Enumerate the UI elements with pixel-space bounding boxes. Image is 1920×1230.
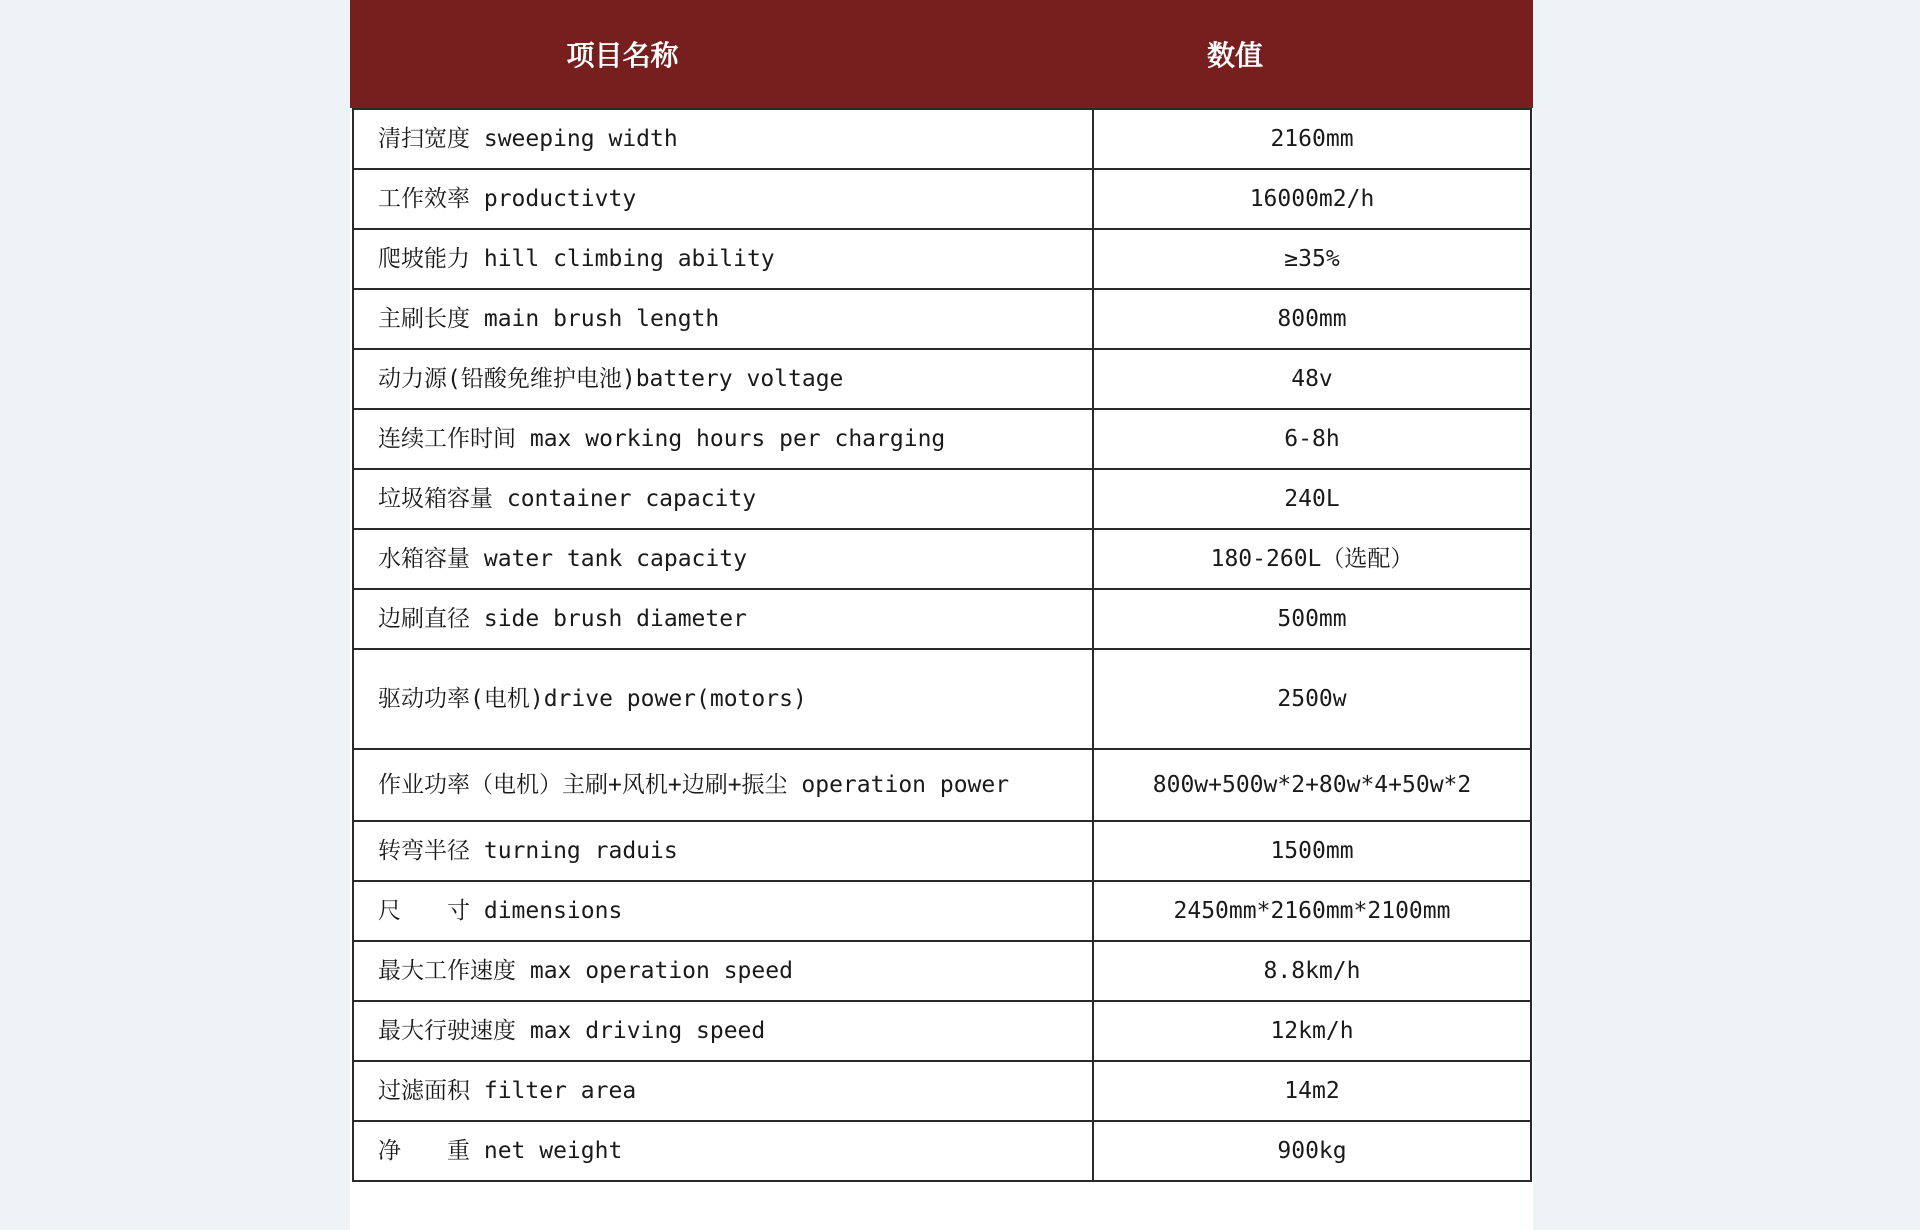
row-value: 6-8h	[1093, 409, 1531, 469]
row-value: 240L	[1093, 469, 1531, 529]
row-value: 180-260L（选配）	[1093, 529, 1531, 589]
table-row	[353, 409, 1531, 469]
table-header	[350, 0, 1533, 108]
row-name: 过滤面积 filter area	[353, 1061, 1093, 1121]
row-value: 800w+500w*2+80w*4+50w*2	[1093, 749, 1531, 821]
table-row	[353, 529, 1531, 589]
table-row	[353, 169, 1531, 229]
row-name: 工作效率 productivty	[353, 169, 1093, 229]
table-row	[353, 881, 1531, 941]
row-value: 12km/h	[1093, 1001, 1531, 1061]
row-value: ≥35%	[1093, 229, 1531, 289]
row-value: 16000m2/h	[1093, 169, 1531, 229]
table-row	[353, 349, 1531, 409]
row-name: 水箱容量 water tank capacity	[353, 529, 1093, 589]
row-value: 800mm	[1093, 289, 1531, 349]
row-name: 最大工作速度 max operation speed	[353, 941, 1093, 1001]
row-value: 2160mm	[1093, 109, 1531, 169]
row-name: 清扫宽度 sweeping width	[353, 109, 1093, 169]
row-name: 作业功率（电机）主刷+风机+边刷+振尘 operation power	[353, 749, 1093, 821]
row-value: 1500mm	[1093, 821, 1531, 881]
row-value: 500mm	[1093, 589, 1531, 649]
table-row	[353, 229, 1531, 289]
row-value: 8.8km/h	[1093, 941, 1531, 1001]
row-name: 转弯半径 turning raduis	[353, 821, 1093, 881]
row-name: 驱动功率(电机)drive power(motors)	[353, 649, 1093, 749]
row-value: 2450mm*2160mm*2100mm	[1093, 881, 1531, 941]
table-row	[353, 109, 1531, 169]
table-row	[353, 941, 1531, 1001]
row-value: 2500w	[1093, 649, 1531, 749]
table-row	[353, 1001, 1531, 1061]
spec-table	[352, 108, 1532, 1182]
row-name: 主刷长度 main brush length	[353, 289, 1093, 349]
row-name: 爬坡能力 hill climbing ability	[353, 229, 1093, 289]
header-value-column: 数值	[1206, 39, 1263, 72]
table-row	[353, 1121, 1531, 1181]
row-name: 连续工作时间 max working hours per charging	[353, 409, 1093, 469]
row-value: 14m2	[1093, 1061, 1531, 1121]
row-value: 900kg	[1093, 1121, 1531, 1181]
table-row	[353, 821, 1531, 881]
row-name: 尺 寸 dimensions	[353, 881, 1093, 941]
table-row	[353, 1061, 1531, 1121]
row-name: 垃圾箱容量 container capacity	[353, 469, 1093, 529]
table-row	[353, 649, 1531, 749]
table-row	[353, 749, 1531, 821]
row-name: 动力源(铅酸免维护电池)battery voltage	[353, 349, 1093, 409]
table-row	[353, 469, 1531, 529]
table-row	[353, 289, 1531, 349]
row-value: 48v	[1093, 349, 1531, 409]
row-name: 最大行驶速度 max driving speed	[353, 1001, 1093, 1061]
header-name-column: 项目名称	[566, 39, 679, 72]
row-name: 边刷直径 side brush diameter	[353, 589, 1093, 649]
table-row	[353, 589, 1531, 649]
row-name: 净 重 net weight	[353, 1121, 1093, 1181]
